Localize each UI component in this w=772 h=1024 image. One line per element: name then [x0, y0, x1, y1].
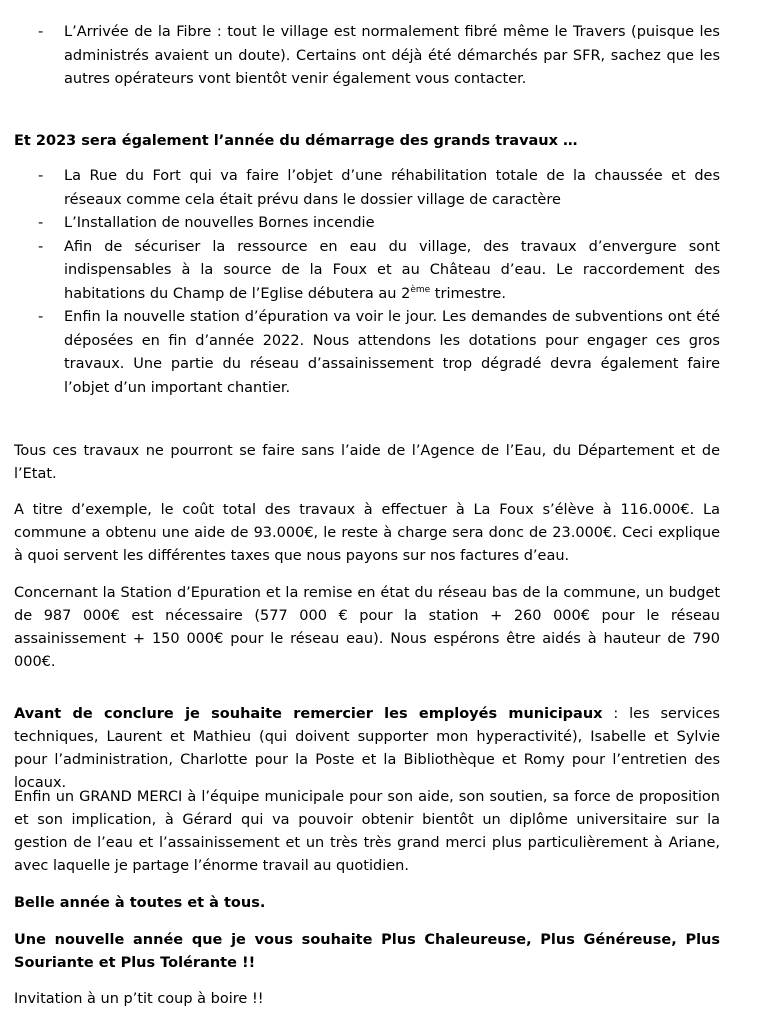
wish-line-2: Une nouvelle année que je vous souhaite Plus Chaleureuse, Plus Généreuse, Plus Souriante et Plus Tolérante !! [14, 932, 720, 971]
heading-2023: Et 2023 sera également l’année du démarrage des grands travaux … [14, 133, 578, 149]
works-item-text: La Rue du Fort qui va faire l’objet d’une réhabilitation totale de la chaussée et des réseaux comme cela était prévu dans le dossier village de caractère [64, 168, 720, 208]
invitation-line: Invitation à un p’tit coup à boire !! [14, 991, 264, 1007]
fibre-list [14, 21, 720, 92]
works-item-text: Enfin la nouvelle station d’épuration va voir le jour. Les demandes de subventions ont été déposées en fin d’année 2022. Nous attendons les dotations pour engager ces gros travaux. Une partie du réseau d’assainissement trop dégradé devra également faire l’objet d’un important chantier. [64, 309, 720, 396]
water-item-text-end: trimestre. [430, 285, 506, 302]
paragraph-aid: Tous ces travaux ne pourront se faire sans l’aide de l’Agence de l’Eau, du Département et de l’Etat. [14, 443, 720, 482]
paragraph-thanks [14, 703, 720, 795]
list-item [14, 21, 720, 92]
paragraph-station: Concernant la Station d’Epuration et la remise en état du réseau bas de la commune, un budget de 987 000€ est nécessaire (577 000 € pour la station + 260 000€ pour le réseau assainissement + 150 000€ pour le réseau eau). Nous espérons être aidés à hauteur de 790 000€. [14, 585, 720, 670]
thanks-bold-text: Avant de conclure je souhaite remercier les employés municipaux [14, 706, 603, 722]
dash-bullet: - [38, 24, 44, 40]
list-item [14, 165, 720, 212]
wish-line-1: Belle année à toutes et à tous. [14, 895, 266, 911]
dash-bullet: - [38, 238, 44, 255]
list-item [14, 212, 720, 236]
fibre-item-text: L’Arrivée de la Fibre : tout le village est normalement fibré même le Travers (puisque les administrés avaient un doute). Certains ont déjà été démarchés par SFR, sachez que les autres opérateurs vont bientôt venir également vous contacter. [64, 24, 720, 87]
water-item-text: Afin de sécuriser la ressource en eau du village, des travaux d’envergure sont indispensables à la source de la Foux et au Château d’eau. Le raccordement des habitations du Champ de l’Eglise débutera au 2 [64, 238, 720, 302]
paragraph-example: A titre d’exemple, le coût total des travaux à effectuer à La Foux s’élève à 116.000€. La commune a obtenu une aide de 93.000€, le reste à charge sera donc de 23.000€. Ceci explique à quoi servent les différentes taxes que nous payons sur nos factures d’eau. [14, 502, 720, 564]
list-item [14, 236, 720, 307]
list-item [14, 306, 720, 400]
works-item-text: L’Installation de nouvelles Bornes incendie [64, 215, 375, 231]
dash-bullet: - [38, 215, 44, 231]
works-list [14, 165, 720, 400]
thanks-text: : les services techniques, Laurent et Mathieu (qui doivent supporter mon hyperactivité), Isabelle et Sylvie pour l’administration, Charlotte pour la Poste et la Bibliothèque et Romy pour l’entretien des locaux. [14, 706, 720, 791]
dash-bullet: - [38, 168, 44, 184]
paragraph-merci: Enfin un GRAND MERCI à l’équipe municipale pour son aide, son soutien, sa force de proposition et son implication, à Gérard qui va pouvoir obtenir bientôt un diplôme universitaire sur la gestion de l’eau et l’assainissement et un très très grand merci plus particulièrement à Ariane, avec laquelle je partage l’énorme travail au quotidien. [14, 789, 720, 874]
dash-bullet: - [38, 309, 44, 325]
superscript-ordinal: ème [410, 284, 431, 295]
